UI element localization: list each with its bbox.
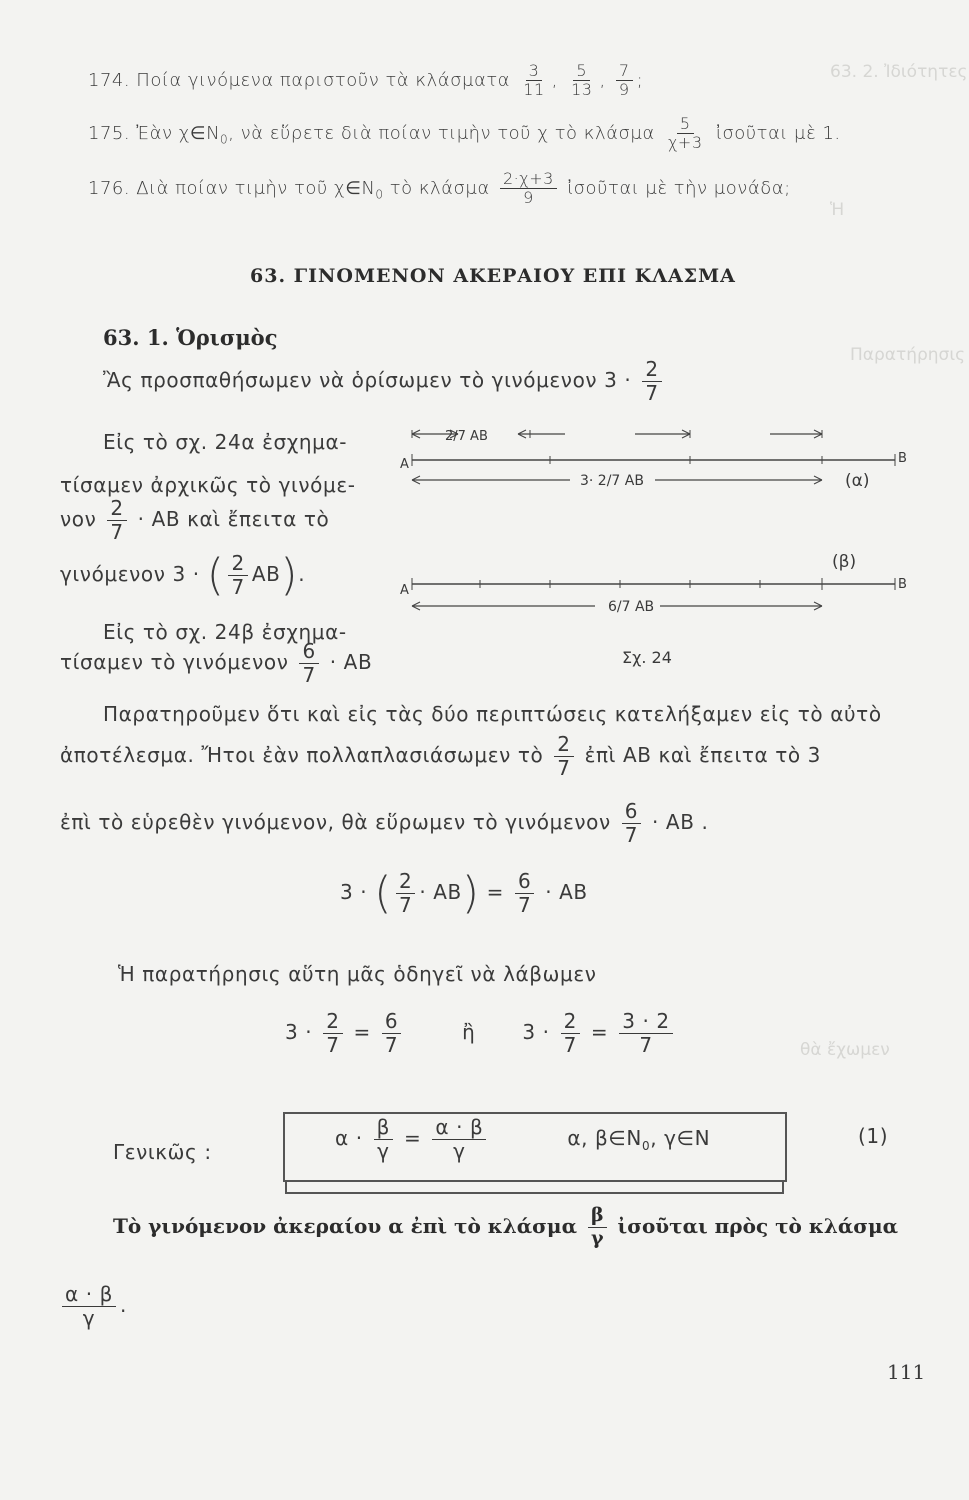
- equation-2: [285, 1010, 677, 1057]
- fraction-numerator: 3: [526, 62, 543, 81]
- fraction-numerator: 6: [382, 1010, 401, 1034]
- fraction-denominator: γ: [453, 1139, 466, 1163]
- fraction-denominator: 7: [384, 1033, 399, 1057]
- text: τίσαμεν τὸ γινόμενον: [60, 650, 289, 674]
- exercise-174-text: 174. Ποία γινόμενα παριστοῦν τὰ κλάσματα: [88, 69, 511, 91]
- exercise-175-text-b: , νὰ εὕρετε διὰ ποίαν τιμὴν τοῦ χ τὸ κλάσμα: [228, 122, 655, 144]
- text: .: [120, 1293, 127, 1317]
- fraction-denominator: 7: [645, 381, 659, 405]
- fraction-denominator: 7: [563, 1033, 577, 1057]
- figure-label-b: (β): [832, 552, 857, 572]
- fraction-numerator: β: [588, 1205, 607, 1228]
- section-heading: 63. ΓΙΝΟΜΕΝΟΝ ΑΚΕΡΑΙΟΥ ΕΠΙ ΚΛΑΣΜΑ: [250, 265, 736, 287]
- exercise-176-text-c: ἰσοῦται μὲ τὴν μονάδα;: [567, 177, 791, 199]
- fraction-denominator: χ+3: [667, 133, 703, 153]
- rule-statement-line1: [113, 1205, 898, 1250]
- fraction-numerator: 2: [323, 1010, 342, 1034]
- paragraph-fig-a-line1: Εἰς τὸ σχ. 24α ἐσχημα-: [103, 430, 348, 454]
- fraction-numerator: α · β: [62, 1283, 116, 1307]
- fraction-numerator: α · β: [432, 1116, 486, 1140]
- formula-general: [335, 1116, 710, 1163]
- fraction-numerator: 5: [573, 62, 590, 81]
- text: 3 ·: [340, 880, 368, 904]
- fraction-numerator: 2: [561, 1010, 580, 1034]
- subscript: 0: [642, 1139, 651, 1153]
- fraction-numerator: 2: [642, 358, 661, 382]
- paragraph-fig-b-line2: [60, 640, 372, 687]
- text: α ·: [335, 1126, 363, 1150]
- fraction-numerator: 5: [677, 115, 694, 134]
- point-a: A: [400, 457, 409, 472]
- fraction-denominator: 7: [517, 893, 532, 917]
- text: γινόμενον 3 ·: [60, 562, 200, 586]
- exercise-176-text-b: τὸ κλάσμα: [389, 177, 490, 199]
- equals-sign: =: [590, 1020, 609, 1044]
- paragraph-intro: [103, 358, 666, 405]
- paragraph-fig-b-line1: Εἰς τὸ σχ. 24β ἐσχημα-: [103, 620, 347, 644]
- text: ἰσοῦται πρὸς τὸ κλάσμα: [617, 1213, 899, 1238]
- fraction-numerator: β: [374, 1116, 393, 1140]
- equals-sign: =: [404, 1126, 422, 1150]
- point-b: B: [898, 451, 907, 466]
- point-b: B: [898, 577, 907, 592]
- fraction-numerator: 7: [616, 62, 633, 81]
- text: 3 ·: [285, 1020, 313, 1044]
- fraction-numerator: 2: [554, 733, 573, 757]
- paragraph-observation-line3: [60, 800, 708, 847]
- figure-24a: [400, 429, 907, 491]
- segment-label-3-2-7-ab: 3· 2/7 ΑΒ: [580, 473, 644, 489]
- fraction-numerator: 2: [107, 497, 126, 521]
- paragraph-intro-text: Ἂς προσπαθήσωμεν νὰ ὁρίσωμεν τὸ γινόμενον 3 ·: [103, 368, 632, 392]
- fraction-numerator: 6: [515, 870, 534, 894]
- fraction-denominator: 7: [110, 520, 124, 544]
- fraction-numerator: 6: [622, 800, 641, 824]
- figure-24b: [400, 552, 907, 667]
- subscript: 0: [375, 187, 384, 202]
- fraction-denominator: 7: [557, 756, 571, 780]
- generally-label: Γενικῶς :: [113, 1140, 212, 1164]
- exercise-176: 176. Διὰ ποίαν τιμὴν τοῦ $\chi\in N_0$ τὸ κλάσμα $\frac{2\cdot\chi+3}{9}$ ἰσοῦται μὲ τὴν μονάδα;: [88, 169, 791, 208]
- paragraph-fig-a-line4: γινόμενον 3 · ( $\frac{2}{7}$ ΑΒ).: [60, 549, 306, 601]
- equals-sign: =: [486, 880, 504, 904]
- paragraph-fig-a-line2: τίσαμεν ἀρχικῶς τὸ γινόμε-: [60, 473, 356, 497]
- text: ἐπὶ τὸ εὑρεθὲν γινόμενον, θὰ εὕρωμεν τὸ γινόμενον: [60, 810, 611, 834]
- figure-caption: Σχ. 24: [622, 648, 672, 667]
- fraction-numerator: 6: [299, 640, 318, 664]
- fraction-denominator: 9: [523, 188, 534, 208]
- section-subheading: 63. 1. Ὁρισμὸς: [103, 325, 278, 350]
- fraction-numerator: 2·χ+3: [500, 170, 557, 189]
- exercise-174: 174. Ποία γινόμενα παριστοῦν τὰ κλάσματα $\frac{3}{11}$ , $\frac{5}{13}$ , $\frac{7}{9}$ ;: [88, 61, 644, 100]
- figure-24: [390, 410, 910, 680]
- page-number: 111: [887, 1360, 926, 1384]
- formula-number: (1): [858, 1124, 889, 1148]
- fraction-denominator: γ: [377, 1139, 390, 1163]
- fraction-denominator: γ: [590, 1226, 604, 1249]
- text: Τὸ γινόμενον ἀκεραίου α ἐπὶ τὸ κλάσμα: [113, 1213, 577, 1238]
- subscript: 0: [220, 132, 229, 147]
- text: ἐπὶ ΑΒ καὶ ἔπειτα τὸ 3: [584, 743, 821, 767]
- exercise-175: 175. Ἐὰν $\chi\in N_0$, νὰ εὕρετε διὰ ποίαν τιμὴν τοῦ χ τὸ κλάσμα $\frac{5}{\chi+3}$ ἰσοῦται μὲ 1.: [88, 114, 841, 153]
- fraction-denominator: 11: [523, 80, 545, 100]
- text: 3 ·: [522, 1020, 550, 1044]
- text: ΑΒ: [251, 562, 281, 586]
- exercise-175-text-c: ἰσοῦται μὲ 1.: [715, 122, 841, 144]
- equals-sign: =: [353, 1020, 371, 1044]
- paragraph-conclusion: Ἡ παρατήρησις αὕτη μᾶς ὁδηγεῖ νὰ λάβωμεν: [118, 962, 597, 986]
- paragraph-observation-line2: [60, 733, 821, 780]
- text: · ΑΒ .: [652, 810, 709, 834]
- fraction-denominator: 7: [231, 575, 245, 599]
- fraction-numerator: 2: [396, 870, 415, 894]
- fraction-denominator: 7: [639, 1033, 653, 1057]
- fraction-denominator: γ: [82, 1306, 96, 1330]
- fraction-denominator: 9: [618, 80, 630, 100]
- text: · ΑΒ: [329, 650, 373, 674]
- fraction-numerator: 2: [228, 552, 247, 576]
- fraction-numerator: 3 · 2: [619, 1010, 673, 1034]
- text: · ΑΒ καὶ ἔπειτα τὸ: [137, 507, 330, 531]
- equation-1: 3 · ( $\frac{2}{7}$ · ΑΒ) = $\frac{6}{7}$ · ΑΒ: [340, 867, 588, 919]
- exercise-175-text-a: 175. Ἐὰν χ: [88, 122, 190, 144]
- point-a: A: [400, 583, 409, 598]
- fraction-denominator: 7: [302, 663, 316, 687]
- text: ἢ: [462, 1020, 476, 1044]
- rule-statement-line2: [58, 1283, 127, 1330]
- paragraph-observation-line1: Παρατηροῦμεν ὅτι καὶ εἰς τὰς δύο περιπτώσεις κατελήξαμεν εἰς τὸ αὐτὸ: [103, 702, 882, 726]
- condition-text: , γ∈N: [650, 1126, 711, 1150]
- text: · ΑΒ: [419, 880, 462, 904]
- figure-label-a: (α): [845, 471, 870, 491]
- paragraph-fig-a-line3: [60, 497, 329, 544]
- fraction-denominator: 7: [399, 893, 413, 917]
- formula-box-shadow: [285, 1180, 784, 1194]
- segment-label-6-7-ab: 6/7 ΑΒ: [608, 599, 655, 615]
- exercise-176-text-a: 176. Διὰ ποίαν τιμὴν τοῦ χ: [88, 177, 346, 199]
- text: νον: [60, 507, 97, 531]
- segment-label-2-7-ab: 2/7 ΑΒ: [445, 429, 488, 444]
- condition-text: α, β∈N: [567, 1126, 642, 1150]
- fraction-denominator: 7: [326, 1033, 340, 1057]
- fraction-denominator: 7: [624, 823, 639, 847]
- text: ἀποτέλεσμα. Ἤτοι ἐὰν πολλαπλασιάσωμεν τὸ: [60, 743, 544, 767]
- fraction-denominator: 13: [571, 80, 593, 100]
- text: · ΑΒ: [545, 880, 588, 904]
